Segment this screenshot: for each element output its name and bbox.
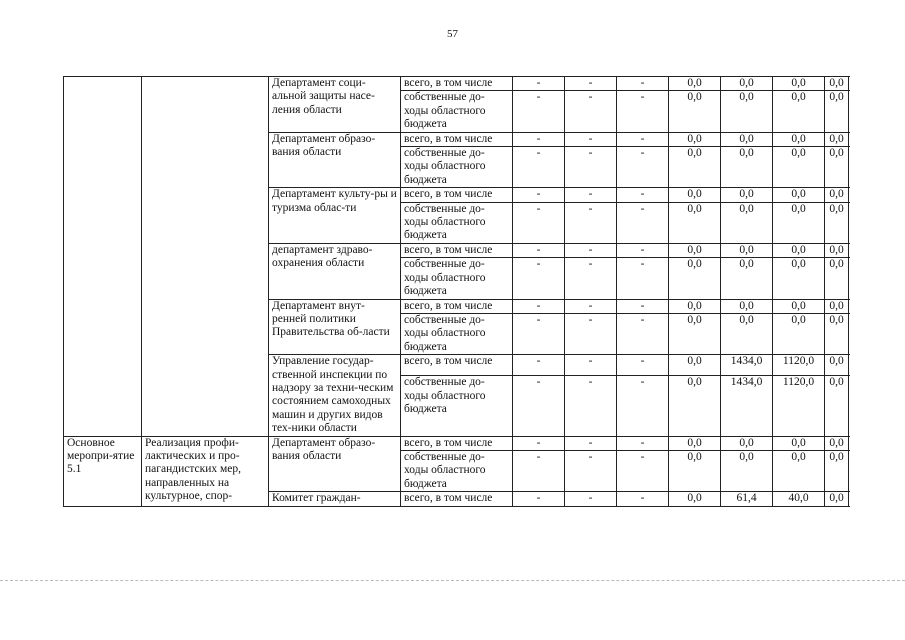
value-cell-c5: 61,4 xyxy=(721,492,773,506)
funding-source-cell: всего, в том числе xyxy=(401,77,513,91)
value-cell-c2: - xyxy=(565,77,617,91)
value-cell-c5: 0,0 xyxy=(721,258,773,299)
value-cell-c4: 0,0 xyxy=(669,376,721,436)
value-cell-c3: - xyxy=(617,299,669,313)
funding-source-cell: собственные до-ходы областного бюджета xyxy=(401,258,513,299)
value-cell-c1: - xyxy=(513,188,565,202)
value-cell-c4: 0,0 xyxy=(669,355,721,376)
value-cell-c7: 0,0 xyxy=(825,313,849,354)
funding-source-cell: всего, в том числе xyxy=(401,243,513,257)
value-cell-c5: 0,0 xyxy=(721,202,773,243)
value-cell-c2: - xyxy=(565,132,617,146)
value-cell-c3: - xyxy=(617,492,669,506)
funding-source-cell: всего, в том числе xyxy=(401,299,513,313)
value-cell-c7: 0,0 xyxy=(825,243,849,257)
value-cell-c2: - xyxy=(565,188,617,202)
page-number: 57 xyxy=(447,28,458,40)
value-cell-c4: 0,0 xyxy=(669,258,721,299)
value-cell-c6: 0,0 xyxy=(773,436,825,450)
value-cell-c2: - xyxy=(565,258,617,299)
department-cell: Департамент культу-ры и туризма облас-ти xyxy=(269,188,401,244)
value-cell-c3: - xyxy=(617,91,669,132)
value-cell-c7: 0,0 xyxy=(825,376,849,436)
funding-source-cell: собственные до-ходы областного бюджета xyxy=(401,313,513,354)
value-cell-c7: 0,0 xyxy=(825,132,849,146)
value-cell-c1: - xyxy=(513,132,565,146)
value-cell-c1: - xyxy=(513,299,565,313)
department-cell: Комитет граждан- xyxy=(269,492,401,506)
value-cell-c5: 0,0 xyxy=(721,132,773,146)
table-row xyxy=(64,436,849,450)
value-cell-c7: 0,0 xyxy=(825,188,849,202)
value-cell-c5: 0,0 xyxy=(721,243,773,257)
value-cell-c2: - xyxy=(565,147,617,188)
funding-source-cell: собственные до-ходы областного бюджета xyxy=(401,91,513,132)
value-cell-c6: 40,0 xyxy=(773,492,825,506)
value-cell-c5: 1434,0 xyxy=(721,376,773,436)
table-row xyxy=(64,77,849,91)
value-cell-c2: - xyxy=(565,436,617,450)
value-cell-c5: 0,0 xyxy=(721,147,773,188)
value-cell-c1: - xyxy=(513,147,565,188)
value-cell-c3: - xyxy=(617,243,669,257)
value-cell-c4: 0,0 xyxy=(669,492,721,506)
value-cell-c5: 0,0 xyxy=(721,313,773,354)
value-cell-c4: 0,0 xyxy=(669,188,721,202)
measure-name-cell-empty xyxy=(142,77,269,437)
value-cell-c6: 1120,0 xyxy=(773,355,825,376)
value-cell-c3: - xyxy=(617,188,669,202)
value-cell-c1: - xyxy=(513,436,565,450)
department-cell: Департамент образо-вания области xyxy=(269,436,401,492)
value-cell-c3: - xyxy=(617,313,669,354)
value-cell-c1: - xyxy=(513,313,565,354)
value-cell-c7: 0,0 xyxy=(825,91,849,132)
value-cell-c3: - xyxy=(617,132,669,146)
value-cell-c2: - xyxy=(565,202,617,243)
measure-name-cell: Реализация профи-лактических и про-пагандистских мер, направленных на культурное, спор- xyxy=(142,436,269,506)
department-cell: Департамент образо-вания области xyxy=(269,132,401,188)
value-cell-c2: - xyxy=(565,91,617,132)
department-cell: департамент здраво-охранения области xyxy=(269,243,401,299)
value-cell-c3: - xyxy=(617,450,669,491)
value-cell-c5: 0,0 xyxy=(721,77,773,91)
value-cell-c2: - xyxy=(565,313,617,354)
value-cell-c1: - xyxy=(513,450,565,491)
value-cell-c2: - xyxy=(565,243,617,257)
value-cell-c1: - xyxy=(513,91,565,132)
value-cell-c6: 0,0 xyxy=(773,313,825,354)
value-cell-c2: - xyxy=(565,492,617,506)
value-cell-c7: 0,0 xyxy=(825,299,849,313)
value-cell-c7: 0,0 xyxy=(825,355,849,376)
value-cell-c7: 0,0 xyxy=(825,202,849,243)
value-cell-c1: - xyxy=(513,77,565,91)
value-cell-c1: - xyxy=(513,376,565,436)
value-cell-c5: 0,0 xyxy=(721,91,773,132)
value-cell-c4: 0,0 xyxy=(669,436,721,450)
value-cell-c6: 0,0 xyxy=(773,258,825,299)
value-cell-c7: 0,0 xyxy=(825,77,849,91)
value-cell-c4: 0,0 xyxy=(669,147,721,188)
funding-source-cell: всего, в том числе xyxy=(401,492,513,506)
scan-artifact-line xyxy=(0,580,905,582)
value-cell-c4: 0,0 xyxy=(669,91,721,132)
value-cell-c3: - xyxy=(617,147,669,188)
value-cell-c3: - xyxy=(617,77,669,91)
value-cell-c7: 0,0 xyxy=(825,450,849,491)
value-cell-c6: 0,0 xyxy=(773,91,825,132)
budget-table xyxy=(63,76,849,507)
department-cell: Департамент внут-ренней политики Правительства об-ласти xyxy=(269,299,401,355)
funding-source-cell: всего, в том числе xyxy=(401,188,513,202)
value-cell-c4: 0,0 xyxy=(669,450,721,491)
value-cell-c7: 0,0 xyxy=(825,436,849,450)
funding-source-cell: собственные до-ходы областного бюджета xyxy=(401,450,513,491)
value-cell-c5: 0,0 xyxy=(721,299,773,313)
funding-source-cell: всего, в том числе xyxy=(401,132,513,146)
value-cell-c6: 1120,0 xyxy=(773,376,825,436)
funding-source-cell: собственные до-ходы областного бюджета xyxy=(401,376,513,436)
value-cell-c3: - xyxy=(617,436,669,450)
value-cell-c2: - xyxy=(565,299,617,313)
value-cell-c6: 0,0 xyxy=(773,147,825,188)
value-cell-c3: - xyxy=(617,202,669,243)
value-cell-c1: - xyxy=(513,355,565,376)
value-cell-c6: 0,0 xyxy=(773,132,825,146)
value-cell-c4: 0,0 xyxy=(669,299,721,313)
value-cell-c3: - xyxy=(617,355,669,376)
department-cell: Управление государ-ственной инспекции по надзору за техни-ческим состоянием самоходных машин и других видов тех-ники области xyxy=(269,355,401,436)
value-cell-c5: 0,0 xyxy=(721,436,773,450)
value-cell-c6: 0,0 xyxy=(773,188,825,202)
value-cell-c2: - xyxy=(565,355,617,376)
value-cell-c2: - xyxy=(565,376,617,436)
value-cell-c7: 0,0 xyxy=(825,258,849,299)
value-cell-c1: - xyxy=(513,492,565,506)
funding-source-cell: собственные до-ходы областного бюджета xyxy=(401,202,513,243)
funding-source-cell: всего, в том числе xyxy=(401,355,513,376)
value-cell-c5: 0,0 xyxy=(721,188,773,202)
value-cell-c4: 0,0 xyxy=(669,313,721,354)
value-cell-c3: - xyxy=(617,258,669,299)
value-cell-c6: 0,0 xyxy=(773,243,825,257)
value-cell-c6: 0,0 xyxy=(773,77,825,91)
value-cell-c1: - xyxy=(513,202,565,243)
value-cell-c4: 0,0 xyxy=(669,243,721,257)
value-cell-c6: 0,0 xyxy=(773,450,825,491)
value-cell-c1: - xyxy=(513,243,565,257)
value-cell-c5: 1434,0 xyxy=(721,355,773,376)
value-cell-c7: 0,0 xyxy=(825,147,849,188)
value-cell-c5: 0,0 xyxy=(721,450,773,491)
status-cell-empty xyxy=(64,77,142,437)
value-cell-c2: - xyxy=(565,450,617,491)
value-cell-c6: 0,0 xyxy=(773,299,825,313)
value-cell-c7: 0,0 xyxy=(825,492,849,506)
value-cell-c4: 0,0 xyxy=(669,202,721,243)
measure-status-cell: Основное меропри-ятие 5.1 xyxy=(64,436,142,506)
department-cell: Департамент соци-альной защиты насе-ления области xyxy=(269,77,401,133)
value-cell-c6: 0,0 xyxy=(773,202,825,243)
value-cell-c1: - xyxy=(513,258,565,299)
funding-source-cell: всего, в том числе xyxy=(401,436,513,450)
value-cell-c3: - xyxy=(617,376,669,436)
funding-source-cell: собственные до-ходы областного бюджета xyxy=(401,147,513,188)
value-cell-c4: 0,0 xyxy=(669,132,721,146)
value-cell-c4: 0,0 xyxy=(669,77,721,91)
